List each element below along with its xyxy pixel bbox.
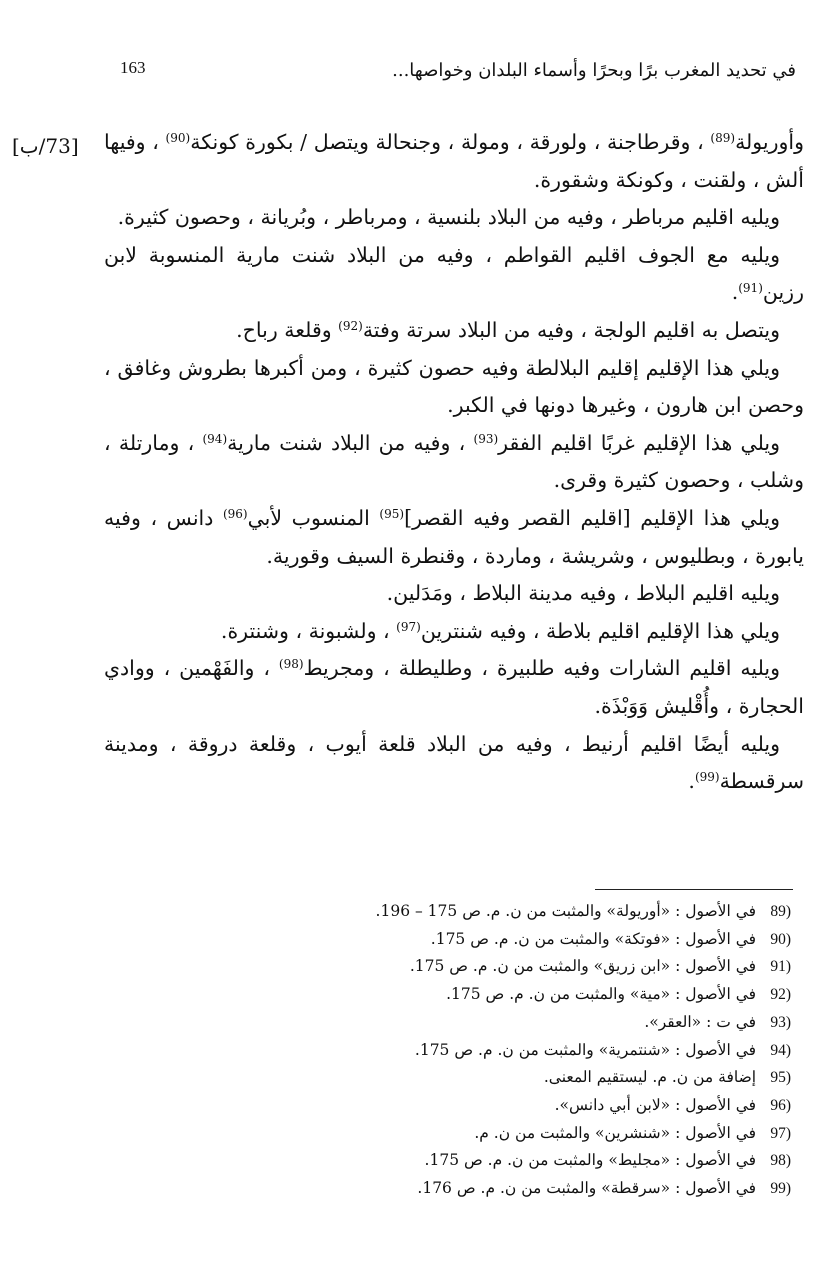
- footnote-number: (94: [770, 1041, 791, 1059]
- paragraph-text: وقلعة رباح.: [236, 317, 339, 342]
- footnote-number: (99: [770, 1180, 791, 1198]
- paragraph-text: ، وفيها ألش ، ولقنت ، وكونكة وشقورة.: [104, 130, 804, 192]
- paragraph-text: .: [731, 280, 739, 305]
- paragraph-text: ويلي هذا الإقليم اقليم بلاطة ، وفيه شنترين: [420, 618, 780, 643]
- footnote-reference[interactable]: (95): [379, 506, 405, 521]
- page-number: 163: [120, 58, 146, 77]
- paragraph-text: ويليه اقليم مرباطر ، وفيه من البلاد بلنسية ، ومرباطر ، وبُريانة ، وحصون كثيرة.: [117, 205, 780, 230]
- paragraph: [104, 312, 804, 350]
- paragraph-text: ويليه أيضًا اقليم أرنيط ، وفيه من البلاد قلعة أيوب ، وقلعة دروقة ، ومدينة سرقسطة: [104, 731, 804, 794]
- footnote-item: [231, 1009, 791, 1037]
- footnote-text: في الأصول : «شنتمرية» والمثبت من ن. م. ص 175.: [414, 1040, 757, 1059]
- footnote-reference[interactable]: (92): [338, 318, 363, 333]
- paragraph: [104, 650, 804, 725]
- footnote-reference[interactable]: (96): [222, 506, 248, 521]
- paragraph-text: وأوريولة: [735, 130, 804, 154]
- paragraph-text: ويلي هذا الإقليم [اقليم القصر وفيه القصر]: [404, 505, 780, 530]
- running-header-title: في تحديد المغرب برًا وبحرًا وأسماء البلدان وخواصها...: [392, 60, 796, 81]
- footnote-text: في الأصول : «ابن زريق» والمثبت من ن. م. ص 175.: [409, 957, 757, 976]
- paragraph-text: ، وقرطاجنة ، ولورقة ، ومولة ، وجنحالة ويتصل / بكورة كونكة: [190, 130, 711, 154]
- footnote-text: إضافة من ن. م. ليستقيم المعنى.: [543, 1068, 757, 1087]
- footnote-item: [231, 953, 791, 981]
- paragraph-text: ، ولشبونة ، وشنترة.: [220, 618, 397, 643]
- paragraph-text: دانس ، وفيه يابورة ، وبطليوس ، وشريشة ، وماردة ، وقنطرة السيف وقورية.: [104, 505, 804, 568]
- footnote-reference[interactable]: (97): [396, 619, 421, 634]
- footnote-number: (93: [770, 1013, 791, 1031]
- paragraph: [104, 350, 804, 425]
- footnote-text: في الأصول : «لابن أبي دانس».: [554, 1095, 757, 1114]
- main-text: [104, 124, 804, 801]
- paragraph-text: ويلي هذا الإقليم إقليم البلالطة وفيه حصون كثيرة ، ومن أكبرها بطروش وغافق ، وحصن ابن هارون ، وغيرها دونها في الكبر.: [104, 355, 804, 418]
- footnote-text: في الأصول : «فوتكة» والمثبت من ن. م. ص 175.: [430, 929, 757, 948]
- footnote-reference[interactable]: (93): [473, 431, 499, 446]
- paragraph-text: ويليه مع الجوف اقليم القواطم ، وفيه من البلاد شنت مارية المنسوبة لابن رزين: [104, 242, 804, 305]
- paragraph-text: ، وفيه من البلاد شنت مارية: [227, 430, 474, 455]
- footnote-separator: [595, 889, 793, 890]
- footnote-reference[interactable]: (90): [165, 131, 191, 145]
- footnote-text: في الأصول : «سرقطة» والمثبت من ن. م. ص 176.: [417, 1179, 757, 1198]
- paragraph: [104, 124, 804, 199]
- paragraph: [104, 726, 804, 801]
- footnote-number: (92: [770, 986, 791, 1004]
- footnote-item: [231, 898, 791, 926]
- footnote-number: (98: [770, 1152, 791, 1170]
- paragraph-text: ويليه اقليم البلاط ، وفيه مدينة البلاط ، ومَدَلين.: [386, 581, 780, 606]
- footnote-item: [231, 981, 791, 1009]
- footnote-text: في الأصول : «مجليط» والمثبت من ن. م. ص 175.: [424, 1151, 757, 1170]
- paragraph-text: ويليه اقليم الشارات وفيه طلبيرة ، وطليطلة ، ومجريط: [303, 656, 780, 681]
- footnote-item: [231, 1175, 791, 1203]
- paragraph-text: ويتصل به اقليم الولجة ، وفيه من البلاد سرتة وفتة: [362, 317, 780, 342]
- paragraph: [104, 575, 804, 613]
- footnotes-list: [231, 898, 791, 1203]
- footnote-number: (97: [770, 1124, 791, 1142]
- paragraph-text: .: [688, 769, 695, 794]
- footnote-text: في الأصول : «أوريولة» والمثبت من ن. م. ص 175 – 196.: [375, 902, 757, 920]
- footnote-reference[interactable]: (99): [694, 770, 720, 785]
- footnote-text: في الأصول : «مية» والمثبت من ن. م. ص 175.: [446, 985, 757, 1004]
- paragraph: [104, 500, 804, 575]
- paragraph-text: ويلي هذا الإقليم غربًا اقليم الفقر: [498, 430, 781, 455]
- footnote-number: (95: [770, 1069, 791, 1087]
- footnote-text: في الأصول : «شنشرين» والمثبت من ن. م.: [474, 1123, 757, 1142]
- footnote-item: [231, 1120, 791, 1148]
- footnote-item: [231, 1147, 791, 1175]
- footnote-number: (91: [770, 958, 791, 976]
- footnote-number: (90: [770, 930, 791, 948]
- footnote-reference[interactable]: (89): [710, 131, 736, 145]
- paragraph-text: ، ومارتلة ، وشلب ، وحصون كثيرة وقرى.: [104, 430, 804, 493]
- footnote-item: [231, 1092, 791, 1120]
- footnote-item: [231, 926, 791, 954]
- paragraph-text: ، والفَهْمين ، ووادي الحجارة ، وأُقْليش وَوَبْذَة.: [104, 656, 804, 718]
- paragraph: [104, 613, 804, 651]
- footnote-text: في ت : «العقر».: [644, 1012, 757, 1031]
- footnote-reference[interactable]: (98): [278, 657, 304, 672]
- footnote-item: [231, 1037, 791, 1065]
- footnote-reference[interactable]: (91): [738, 281, 763, 296]
- paragraph: [104, 237, 804, 312]
- paragraph: [104, 425, 804, 500]
- footnote-reference[interactable]: (94): [202, 431, 228, 446]
- footnote-number: (89: [770, 903, 791, 920]
- manuscript-folio-marker: [73/ب]: [12, 134, 79, 158]
- footnote-item: [231, 1064, 791, 1092]
- paragraph-text: المنسوب لأبي: [247, 505, 380, 530]
- paragraph: [104, 199, 804, 237]
- footnote-number: (96: [770, 1096, 791, 1114]
